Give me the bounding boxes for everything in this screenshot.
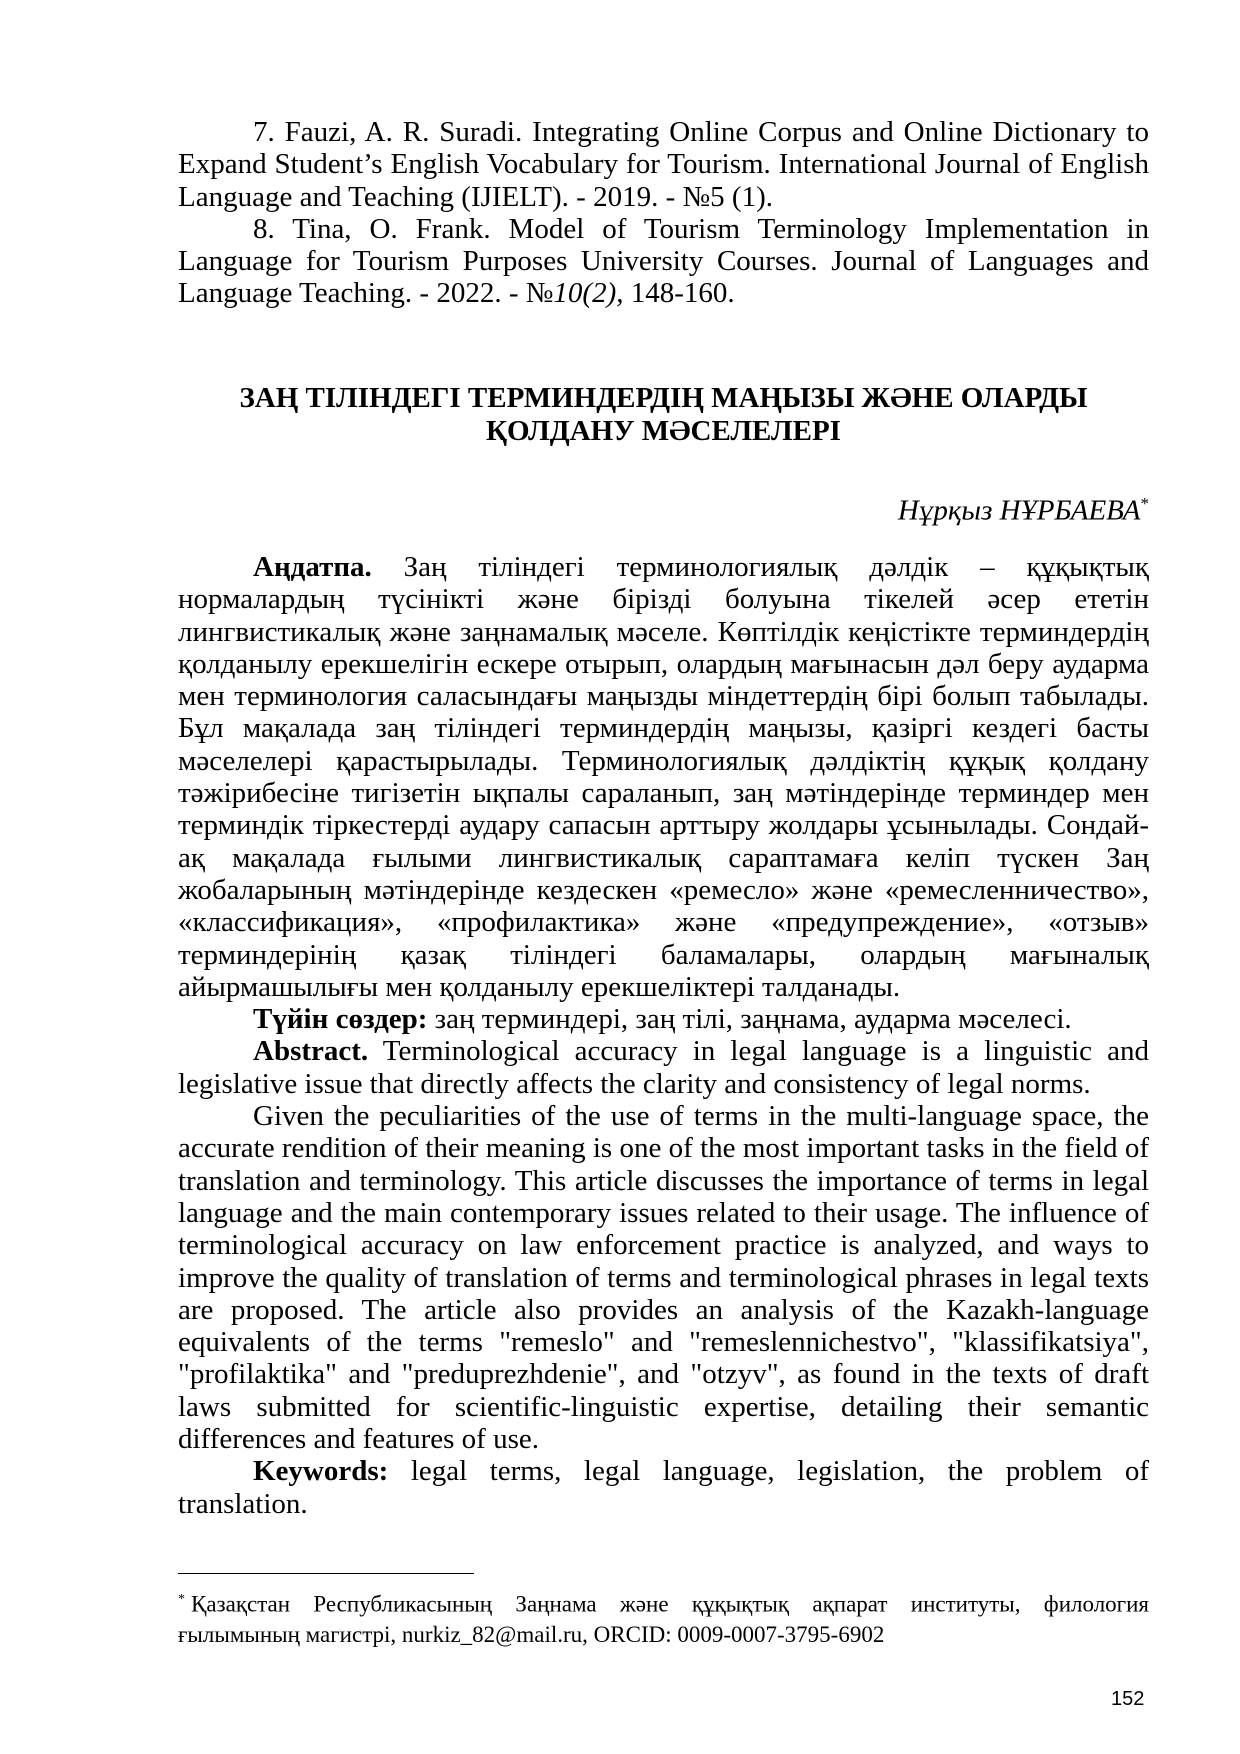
abstract-section (178, 551, 1149, 1520)
references-list (178, 116, 1149, 310)
abstract-english (178, 1035, 1149, 1100)
footnote-text: Қазақстан Республикасының Заңнама және құқықтық ақпарат институты, филология ғылымының магистрі, nurkiz_82@mail.ru, ORCID: 0009-0007-3795-6902 (178, 1591, 1149, 1647)
keywords-english-label: Keywords: (253, 1455, 389, 1488)
abstract-english-label: Abstract. (253, 1035, 369, 1068)
author-name: Нұрқыз НҰРБАЕВА (897, 494, 1141, 527)
keywords-kazakh-text: заң терминдері, заң тілі, заңнама, аударма мәселесі. (427, 1003, 1072, 1036)
article-title-line-1: ЗАҢ ТІЛІНДЕГІ ТЕРМИНДЕРДІҢ МАҢЫЗЫ ЖӘНЕ ОЛАРДЫ (239, 382, 1088, 414)
author-footnote-mark: * (1140, 494, 1149, 513)
abstract-kazakh-label: Аңдатпа. (253, 551, 372, 583)
abstract-english-text: Terminological accuracy in legal language is a linguistic and legislative issue that directly affects the clarity and consistency of legal norms. (178, 1035, 1149, 1100)
reference-authors: 8. Tina, O. Frank. (253, 212, 491, 245)
reference-pages: 148-160. (623, 277, 735, 310)
article-title (178, 382, 1149, 448)
page-number: 152 (1111, 1688, 1145, 1710)
reference-text: Integrating Online Corpus and Online Dictionary to Expand Student’s English Vocabulary for Tourism. International Journal of English Language and Teaching (IJIELT). - 2019. - №5 (1). (178, 116, 1149, 213)
abstract-kazakh (178, 551, 1149, 1003)
abstract-kazakh-text: Заң тіліндегі терминологиялық дәлдік – құқықтық нормалардың түсінікті және бірізді болуына тікелей әсер ететін лингвистикалық және заңнамалық мәселе. Көптілдік кеңістікте терминдердің қолданылу ерекшелігін ескере отырып, олардың мағынасын дәл беру аударма мен терминология саласындағы маңызды міндеттердің бірі болып табылады. Бұл мақалада заң тіліндегі терминдердің маңызы, қазіргі кездегі басты мәселелері қарастырылады. Терминологиялық дәлдіктің құқық қолдану тәжірибесіне тигізетін ықпалы сараланып, заң мәтіндерінде терминдер мен терминдік тіркестерді аудару сапасын арттыру жолдары ұсынылады. Сондай-ақ мақалада ғылыми лингвистикалық сараптамаға келіп түскен Заң жобаларының мәтіндерінде кездескен «ремесло» және «ремесленничество», «классификация», «профилактика» және «предупреждение», «отзыв» терминдерінің қазақ тіліндегі баламалары, олардың мағыналық айырмашылығы мен қолданылу ерекшеліктері талданады. (178, 551, 1149, 1003)
article-title-line-2: ҚОЛДАНУ МӘСЕЛЕЛЕРІ (486, 415, 841, 447)
reference-item (178, 116, 1149, 213)
keywords-kazakh (178, 1003, 1149, 1035)
keywords-english-text: legal terms, legal language, legislation, the problem of translation. (178, 1455, 1149, 1520)
abstract-english-continued: Given the peculiarities of the use of terms in the multi-language space, the accurate rendition of their meaning is one of the most important tasks in the field of translation and terminology. This article discusses the importance of terms in legal language and the main contemporary issues related to their usage. The influence of terminological accuracy on law enforcement practice is analyzed, and ways to improve the quality of translation of terms and terminological phrases in legal texts are proposed. The article also provides an analysis of the Kazakh-language equivalents of the terms "remeslo" and "remeslennichestvo", "klassifikatsiya", "profilaktika" and "preduprezhdenie", and "otzyv", as found in the texts of draft laws submitted for scientific-linguistic expertise, detailing their semantic differences and features of use. (178, 1100, 1149, 1456)
article-author (898, 488, 1149, 527)
keywords-english (178, 1455, 1149, 1520)
keywords-kazakh-label: Түйін сөздер: (253, 1003, 428, 1036)
reference-text: Model of Tourism Terminology Implementation in Language for Tourism Purposes University Courses. Journal of Languages and Language Teaching. - 2022. - № (178, 212, 1149, 310)
reference-authors: 7. Fauzi, A. R. Suradi. (253, 116, 523, 148)
footnote (178, 1585, 1149, 1650)
footnote-separator (178, 1573, 474, 1574)
footnote-mark: * (178, 1592, 185, 1607)
reference-item (178, 213, 1149, 310)
reference-volume: 10(2), (553, 277, 624, 310)
